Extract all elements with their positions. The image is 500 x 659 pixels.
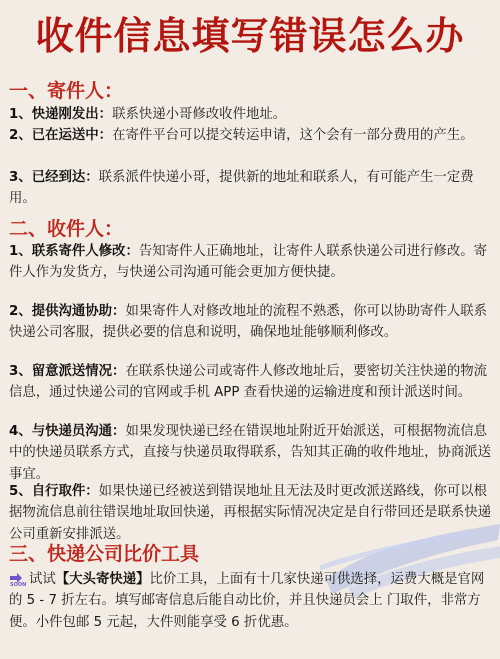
- item-label: 3、已经到达：: [9, 170, 99, 185]
- list-item: [9, 241, 493, 284]
- item-label: 2、提供沟通协助：: [9, 304, 126, 319]
- item-text: 如果寄件人对修改地址的流程不熟悉，你可以协助寄件人联系快递公司客服，提供必要的信息和说明，确保地址能够顺利修改。: [9, 304, 487, 341]
- list-item: [9, 301, 493, 344]
- item-text: 联系快递小哥修改收件地址。: [112, 107, 287, 122]
- list-item: [9, 104, 493, 125]
- item-label: 1、快递刚发出：: [9, 107, 113, 122]
- list-item: [9, 361, 493, 404]
- item-text: 在寄件平台可以提交转运申请，这个会有一部分费用的产生。: [112, 128, 474, 143]
- item-text: 如果快递已经被送到错误地址且无法及时更改派送路线，你可以根据物流信息前往错误地址取回快递，再根据实际情况决定是自行带回还是联系快递公司重新安排派送。: [9, 484, 492, 542]
- item-text: 联系派件快递小哥，提供新的地址和联系人，有可能产生一定费用。: [9, 170, 474, 207]
- item-label: 2、已在运送中：: [9, 128, 113, 143]
- list-item: [9, 125, 493, 146]
- page-title: 收件信息填写错误怎么办: [35, 14, 465, 58]
- item-text: 在联系快递公司或寄件人修改地址后，要密切关注快递的物流信息，通过快递公司的官网或手机 APP 查看快递的运输进度和预计派送时间。: [9, 364, 487, 401]
- item-label: 4、与快递员沟通：: [9, 424, 126, 439]
- list-item: [9, 569, 493, 633]
- item-label: 3、留意派送情况：: [9, 364, 126, 379]
- list-item: [9, 167, 493, 210]
- item-text: 试试: [29, 572, 56, 587]
- item-label: 1、联系寄件人修改：: [9, 244, 139, 259]
- item-text: 比价工具，上面有十几家快递可供选择，运费大概是官网的 5 - 7 折左右。填写邮寄信息后能自动比价，并且快递员会上 门取件，非常方便。小件包邮 5 元起，大件则能享受 6 折优惠。: [9, 572, 485, 630]
- list-item: [9, 421, 493, 485]
- item-label: 5、自行取件：: [9, 484, 99, 499]
- brand-name: 【大头寄快递】: [55, 572, 150, 587]
- item-text: 如果发现快递已经在错误地址附近开始派送，可根据物流信息中的快递员联系方式，直接与快递员取得联系，告知其正确的收件地址，协商派送事宜。: [9, 424, 492, 482]
- section-heading-receiver: 二、收件人：: [9, 218, 124, 240]
- item-text: 告知寄件人正确地址，让寄件人联系快递公司进行修改。寄件人作为发货方，与快递公司沟通可能会更加方便快捷。: [9, 244, 487, 281]
- section-heading-sender: 一、寄件人：: [9, 80, 124, 102]
- icon-caption: SOON: [10, 582, 27, 588]
- section-heading-tool: 三、快递公司比价工具: [9, 543, 200, 565]
